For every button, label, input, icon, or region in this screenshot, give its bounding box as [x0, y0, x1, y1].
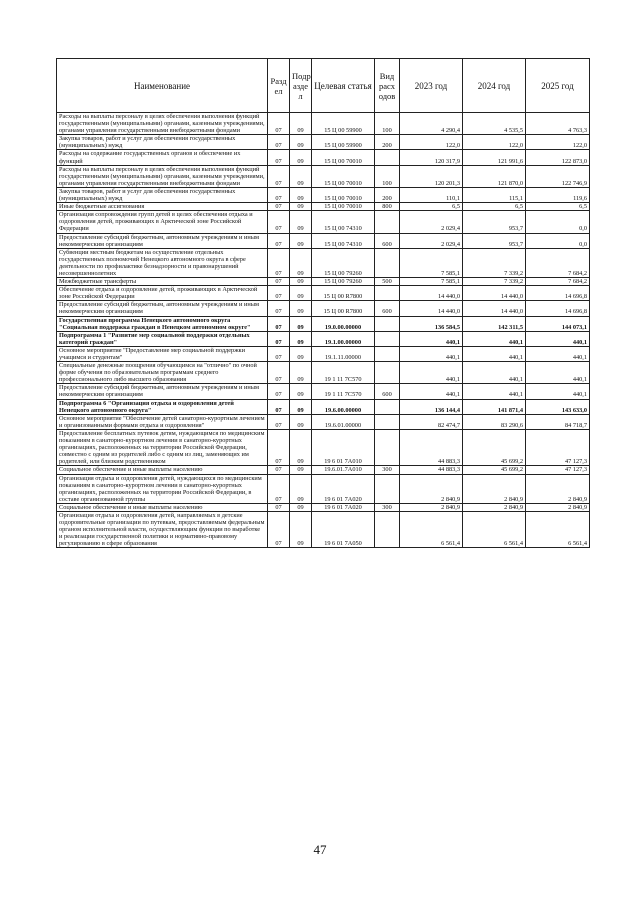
cell-y2023: 136 584,5: [400, 316, 463, 331]
cell-name: Социальное обеспечение и иные выплаты населению: [57, 503, 268, 511]
cell-name: Предоставление бесплатных путевок детям, нуждающимся по медицинским показаниям в санаторно-курортном лечении в санаторно-курортных организациях, расположенных на территории Российской Федерации, совместно с одним из родителей либо с одним из лиц, заменяющих им родителей, или близким родственником: [57, 429, 268, 465]
cell-name: Социальное обеспечение и иные выплаты населению: [57, 466, 268, 474]
cell-razd: 07: [268, 135, 290, 150]
cell-y2023: 6,5: [400, 203, 463, 211]
cell-y2024: 953,7: [463, 233, 526, 248]
table-row: [57, 503, 590, 511]
cell-y2025: 6 561,4: [526, 511, 590, 547]
cell-name: Организация отдыха и оздоровления детей, нуждающихся по медицинским показаниям в санаторно-курортном лечении в санаторно-курортных организациях, расположенных на территории Российской Федерации, в составе организованной группы: [57, 474, 268, 503]
table-row: [57, 331, 590, 346]
cell-y2023: 44 883,3: [400, 429, 463, 465]
cell-y2023: 44 883,3: [400, 466, 463, 474]
cell-y2023: 2 840,9: [400, 503, 463, 511]
table-row: [57, 362, 590, 384]
table-row: [57, 429, 590, 465]
cell-cs: 19 1 11 7С570: [312, 362, 375, 384]
cell-y2024: 45 699,2: [463, 466, 526, 474]
cell-y2024: 122,0: [463, 135, 526, 150]
cell-y2024: 440,1: [463, 331, 526, 346]
cell-y2023: 440,1: [400, 331, 463, 346]
cell-razd: 07: [268, 503, 290, 511]
cell-cs: 15 Ц 00 74310: [312, 233, 375, 248]
cell-razd: 07: [268, 278, 290, 286]
cell-vr: [375, 346, 400, 361]
cell-y2024: 45 699,2: [463, 429, 526, 465]
cell-podr: 09: [290, 503, 312, 511]
cell-y2024: 141 871,4: [463, 399, 526, 414]
table-row: [57, 203, 590, 211]
cell-y2024: 440,1: [463, 384, 526, 399]
table-row: [57, 474, 590, 503]
table-row: [57, 286, 590, 301]
cell-y2024: 14 440,0: [463, 301, 526, 316]
cell-name: Закупка товаров, работ и услуг для обеспечения государственных (муниципальных) нужд: [57, 135, 268, 150]
cell-podr: 09: [290, 346, 312, 361]
cell-podr: 09: [290, 211, 312, 233]
cell-vr: [375, 399, 400, 414]
cell-y2023: 2 029,4: [400, 233, 463, 248]
cell-name: Государственная программа Ненецкого автономного округа "Социальная поддержка граждан в Ненецком автономном округе": [57, 316, 268, 331]
cell-name: Подпрограмма 1 "Развитие мер социальной поддержки отдельных категорий граждан": [57, 331, 268, 346]
cell-vr: 600: [375, 384, 400, 399]
cell-y2024: 2 840,9: [463, 474, 526, 503]
cell-y2023: 136 144,4: [400, 399, 463, 414]
cell-y2025: 14 696,8: [526, 286, 590, 301]
cell-y2023: 82 474,7: [400, 414, 463, 429]
cell-name: Субвенции местным бюджетам на осуществление отдельных государственных полномочий Ненецкого автономного округа в сфере деятельности по профилактике безнадзорности и правонарушений несовершеннолетних: [57, 248, 268, 277]
cell-podr: 09: [290, 331, 312, 346]
table-row: [57, 414, 590, 429]
cell-podr: 09: [290, 316, 312, 331]
table-row: [57, 346, 590, 361]
cell-podr: 09: [290, 466, 312, 474]
cell-podr: 09: [290, 511, 312, 547]
cell-cs: 15 Ц 00 74310: [312, 211, 375, 233]
cell-vr: 300: [375, 503, 400, 511]
cell-name: Обеспечение отдыха и оздоровление детей, проживающих в Арктической зоне Российской Федерации: [57, 286, 268, 301]
cell-vr: [375, 286, 400, 301]
cell-vr: [375, 414, 400, 429]
cell-cs: 19.1.00.00000: [312, 331, 375, 346]
cell-y2024: 2 840,9: [463, 503, 526, 511]
cell-cs: 19 1 11 7С570: [312, 384, 375, 399]
cell-y2025: 84 718,7: [526, 414, 590, 429]
cell-y2023: 122,0: [400, 135, 463, 150]
cell-vr: [375, 211, 400, 233]
cell-podr: 09: [290, 233, 312, 248]
cell-podr: 09: [290, 165, 312, 187]
cell-name: Предоставление субсидий бюджетным, автономным учреждениям и иным некоммерческим организациям: [57, 301, 268, 316]
cell-y2023: 4 290,4: [400, 113, 463, 135]
cell-y2024: 440,1: [463, 362, 526, 384]
cell-y2025: 2 840,9: [526, 503, 590, 511]
cell-razd: 07: [268, 362, 290, 384]
cell-name: Закупка товаров, работ и услуг для обеспечения государственных (муниципальных) нужд: [57, 187, 268, 202]
cell-razd: 07: [268, 203, 290, 211]
cell-razd: 07: [268, 248, 290, 277]
cell-razd: 07: [268, 187, 290, 202]
header-2025: 2025 год: [526, 59, 590, 113]
cell-y2024: 6 561,4: [463, 511, 526, 547]
cell-y2024: 4 535,5: [463, 113, 526, 135]
cell-y2023: 7 585,1: [400, 248, 463, 277]
cell-y2023: 6 561,4: [400, 511, 463, 547]
header-target: Целевая статья: [312, 59, 375, 113]
cell-y2023: 440,1: [400, 346, 463, 361]
cell-name: Межбюджетные трансферты: [57, 278, 268, 286]
cell-podr: 09: [290, 399, 312, 414]
cell-y2024: 83 290,6: [463, 414, 526, 429]
cell-y2023: 120 201,3: [400, 165, 463, 187]
cell-razd: 07: [268, 165, 290, 187]
cell-name: Расходы на выплаты персоналу в целях обеспечения выполнения функций государственными (муниципальными) органами, казенными учреждениями, органами управления государственными внебюджетными фондами: [57, 113, 268, 135]
cell-cs: 19.0.00.00000: [312, 316, 375, 331]
cell-cs: 19 6 01 7А020: [312, 474, 375, 503]
cell-vr: [375, 316, 400, 331]
cell-y2023: 7 585,1: [400, 278, 463, 286]
cell-y2023: 440,1: [400, 384, 463, 399]
cell-name: Организация сопровождения групп детей в целях обеспечения отдыха и оздоровления детей, проживающих в Арктической зоне Российской Федерации: [57, 211, 268, 233]
table-row: [57, 316, 590, 331]
cell-podr: 09: [290, 414, 312, 429]
cell-vr: [375, 474, 400, 503]
cell-razd: 07: [268, 113, 290, 135]
cell-podr: 09: [290, 248, 312, 277]
cell-y2025: 144 073,1: [526, 316, 590, 331]
cell-cs: 19.1.11.00000: [312, 346, 375, 361]
cell-vr: [375, 429, 400, 465]
cell-y2024: 121 991,6: [463, 150, 526, 165]
cell-cs: 15 Ц 00 70010: [312, 165, 375, 187]
cell-podr: 09: [290, 135, 312, 150]
cell-cs: 15 Ц 00 70010: [312, 203, 375, 211]
cell-razd: 07: [268, 286, 290, 301]
cell-name: Основное мероприятие "Обеспечение детей санаторно-курортным лечением и организованными формами отдыха и оздоровления": [57, 414, 268, 429]
cell-cs: 19.6.00.00000: [312, 399, 375, 414]
cell-y2025: 47 127,3: [526, 429, 590, 465]
cell-razd: 07: [268, 211, 290, 233]
table-row: [57, 187, 590, 202]
cell-name: Специальные денежные поощрения обучающимся на "отлично" по очной форме обучения по образовательным программам среднего профессионального либо высшего образования: [57, 362, 268, 384]
cell-podr: 09: [290, 429, 312, 465]
cell-y2023: 14 440,0: [400, 286, 463, 301]
cell-podr: 09: [290, 362, 312, 384]
cell-vr: [375, 331, 400, 346]
cell-razd: 07: [268, 429, 290, 465]
cell-vr: 200: [375, 187, 400, 202]
cell-razd: 07: [268, 346, 290, 361]
cell-name: Иные бюджетные ассигнования: [57, 203, 268, 211]
cell-y2024: 115,1: [463, 187, 526, 202]
cell-y2025: 14 696,8: [526, 301, 590, 316]
table-row: [57, 211, 590, 233]
cell-cs: 19 6 01 7А020: [312, 503, 375, 511]
cell-name: Расходы на выплаты персоналу в целях обеспечения выполнения функций государственными (муниципальными) органами, казенными учреждениями, органами управления государственными внебюджетными фондами: [57, 165, 268, 187]
cell-cs: 19.6.01.7А010: [312, 466, 375, 474]
cell-cs: 15 Ц 00 59900: [312, 135, 375, 150]
table-row: [57, 248, 590, 277]
cell-y2025: 440,1: [526, 384, 590, 399]
cell-cs: 19.6.01.00000: [312, 414, 375, 429]
cell-y2024: 440,1: [463, 346, 526, 361]
cell-y2024: 121 870,0: [463, 165, 526, 187]
cell-y2025: 47 127,3: [526, 466, 590, 474]
cell-razd: 07: [268, 474, 290, 503]
header-name: Наименование: [57, 59, 268, 113]
cell-podr: 09: [290, 474, 312, 503]
cell-y2025: 440,1: [526, 346, 590, 361]
cell-razd: 07: [268, 414, 290, 429]
cell-y2025: 0,0: [526, 233, 590, 248]
table-row: [57, 165, 590, 187]
cell-cs: 15 Ц 00 R7800: [312, 286, 375, 301]
cell-y2025: 122 746,9: [526, 165, 590, 187]
cell-cs: 15 Ц 00 70010: [312, 187, 375, 202]
cell-razd: 07: [268, 384, 290, 399]
cell-name: Предоставление субсидий бюджетным, автономным учреждениям и иным некоммерческим организациям: [57, 233, 268, 248]
cell-razd: 07: [268, 466, 290, 474]
cell-vr: [375, 511, 400, 547]
cell-y2025: 7 684,2: [526, 278, 590, 286]
cell-y2024: 142 311,5: [463, 316, 526, 331]
cell-y2023: 120 317,9: [400, 150, 463, 165]
cell-podr: 09: [290, 113, 312, 135]
cell-cs: 19 6 01 7А050: [312, 511, 375, 547]
cell-razd: 07: [268, 316, 290, 331]
cell-y2025: 122 873,0: [526, 150, 590, 165]
cell-podr: 09: [290, 286, 312, 301]
header-exptype: Вид расх одов: [375, 59, 400, 113]
cell-y2025: 4 763,3: [526, 113, 590, 135]
cell-name: Расходы на содержание государственных органов и обеспечение их функций: [57, 150, 268, 165]
table-row: [57, 113, 590, 135]
cell-y2024: 7 339,2: [463, 248, 526, 277]
cell-y2025: 7 684,2: [526, 248, 590, 277]
cell-y2023: 440,1: [400, 362, 463, 384]
cell-razd: 07: [268, 233, 290, 248]
cell-name: Предоставление субсидий бюджетным, автономным учреждениям и иным некоммерческим организациям: [57, 384, 268, 399]
cell-cs: 15 Ц 00 79260: [312, 248, 375, 277]
cell-y2025: 440,1: [526, 331, 590, 346]
cell-podr: 09: [290, 150, 312, 165]
cell-vr: 200: [375, 135, 400, 150]
table-row: [57, 384, 590, 399]
cell-vr: 100: [375, 165, 400, 187]
cell-cs: 15 Ц 00 70010: [312, 150, 375, 165]
cell-y2025: 6,5: [526, 203, 590, 211]
cell-vr: 100: [375, 113, 400, 135]
cell-name: Подпрограмма 6 "Организация отдыха и оздоровления детей Ненецкого автономного округа": [57, 399, 268, 414]
cell-vr: 300: [375, 466, 400, 474]
cell-y2025: 143 633,0: [526, 399, 590, 414]
cell-y2023: 14 440,0: [400, 301, 463, 316]
cell-y2025: 440,1: [526, 362, 590, 384]
table-row: [57, 301, 590, 316]
cell-vr: [375, 248, 400, 277]
cell-y2024: 953,7: [463, 211, 526, 233]
header-section: Разд ел: [268, 59, 290, 113]
cell-razd: 07: [268, 301, 290, 316]
table-row: [57, 150, 590, 165]
table-row: [57, 399, 590, 414]
cell-podr: 09: [290, 187, 312, 202]
cell-vr: [375, 150, 400, 165]
cell-y2023: 2 029,4: [400, 211, 463, 233]
cell-y2023: 2 840,9: [400, 474, 463, 503]
cell-cs: 19 6 01 7А010: [312, 429, 375, 465]
cell-vr: 600: [375, 301, 400, 316]
table-row: [57, 511, 590, 547]
cell-y2025: 122,0: [526, 135, 590, 150]
cell-name: Организация отдыха и оздоровления детей, направляемых в детские оздоровительные организации по путевкам, предоставляемым федеральным органом исполнительной власти, осуществляющим функции по выработке и реализации государственной политики и нормативно-правовому регулированию в сфере образования: [57, 511, 268, 547]
cell-cs: 15 Ц 00 59900: [312, 113, 375, 135]
cell-podr: 09: [290, 203, 312, 211]
table-row: [57, 233, 590, 248]
cell-podr: 09: [290, 301, 312, 316]
cell-vr: [375, 362, 400, 384]
header-2024: 2024 год: [463, 59, 526, 113]
cell-razd: 07: [268, 399, 290, 414]
table-row: [57, 466, 590, 474]
cell-vr: 500: [375, 278, 400, 286]
cell-cs: 15 Ц 00 R7800: [312, 301, 375, 316]
table-row: [57, 278, 590, 286]
budget-table: [56, 58, 590, 548]
cell-cs: 15 Ц 00 79260: [312, 278, 375, 286]
cell-razd: 07: [268, 511, 290, 547]
cell-y2024: 6,5: [463, 203, 526, 211]
cell-razd: 07: [268, 150, 290, 165]
cell-y2025: 119,6: [526, 187, 590, 202]
cell-y2025: 0,0: [526, 211, 590, 233]
cell-y2024: 14 440,0: [463, 286, 526, 301]
cell-razd: 07: [268, 331, 290, 346]
header-row: [57, 59, 590, 113]
header-subsection: Подр азде л: [290, 59, 312, 113]
cell-name: Основное мероприятие "Предоставление мер социальной поддержки учащимся и студентам": [57, 346, 268, 361]
page-number: 47: [313, 842, 327, 857]
cell-podr: 09: [290, 278, 312, 286]
cell-y2024: 7 339,2: [463, 278, 526, 286]
cell-podr: 09: [290, 384, 312, 399]
cell-vr: 600: [375, 233, 400, 248]
table-row: [57, 135, 590, 150]
cell-y2023: 110,1: [400, 187, 463, 202]
cell-y2025: 2 840,9: [526, 474, 590, 503]
header-2023: 2023 год: [400, 59, 463, 113]
cell-vr: 800: [375, 203, 400, 211]
